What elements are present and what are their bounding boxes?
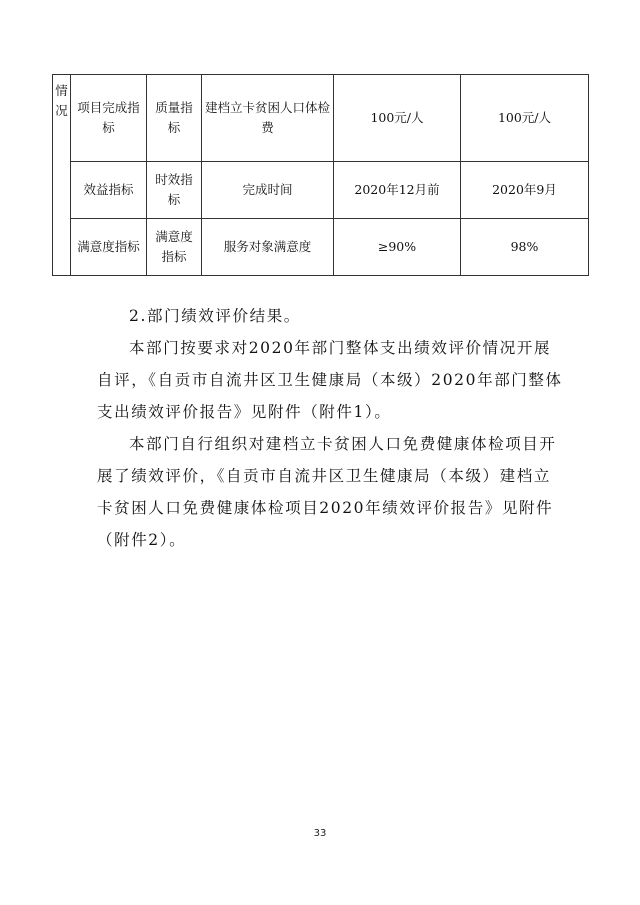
- actual-value: 2020年9月: [461, 161, 589, 218]
- side-blank-cell: [53, 161, 71, 275]
- table-row: [53, 218, 589, 275]
- level1-indicator: 满意度指标: [71, 218, 147, 275]
- side-label: 情况: [55, 83, 68, 118]
- performance-table: [52, 74, 589, 276]
- indicator-name: 完成时间: [202, 161, 334, 218]
- side-label-cell: [53, 75, 71, 162]
- level2-indicator: 时效指标: [147, 161, 202, 218]
- paragraph-2: 本部门自行组织对建档立卡贫困人口免费健康体检项目开展了绩效评价，《自贡市自流井区卫生健康局（本级）建档立卡贫困人口免费健康体检项目2020年绩效评价报告》见附件（附件2）。: [97, 435, 557, 549]
- page-number: 33: [313, 828, 327, 839]
- level2-indicator: 满意度指标: [147, 218, 202, 275]
- indicator-name: 服务对象满意度: [202, 218, 334, 275]
- paragraph-1: 本部门按要求对2020年部门整体支出绩效评价情况开展自评，《自贡市自流井区卫生健康局（本级）2020年部门整体支出绩效评价报告》见附件（附件1）。: [97, 339, 563, 421]
- actual-value: 98%: [461, 218, 589, 275]
- body-section: [97, 300, 567, 556]
- level1-indicator: 项目完成指标: [71, 75, 147, 162]
- section-heading: 2.部门绩效评价结果。: [129, 307, 301, 325]
- indicator-name: 建档立卡贫困人口体检费: [202, 75, 334, 162]
- target-value: 100元/人: [334, 75, 461, 162]
- level1-indicator: 效益指标: [71, 161, 147, 218]
- table-row: [53, 161, 589, 218]
- table-row: [53, 75, 589, 162]
- target-value: ≥90%: [334, 218, 461, 275]
- level2-indicator: 质量指标: [147, 75, 202, 162]
- target-value: 2020年12月前: [334, 161, 461, 218]
- actual-value: 100元/人: [461, 75, 589, 162]
